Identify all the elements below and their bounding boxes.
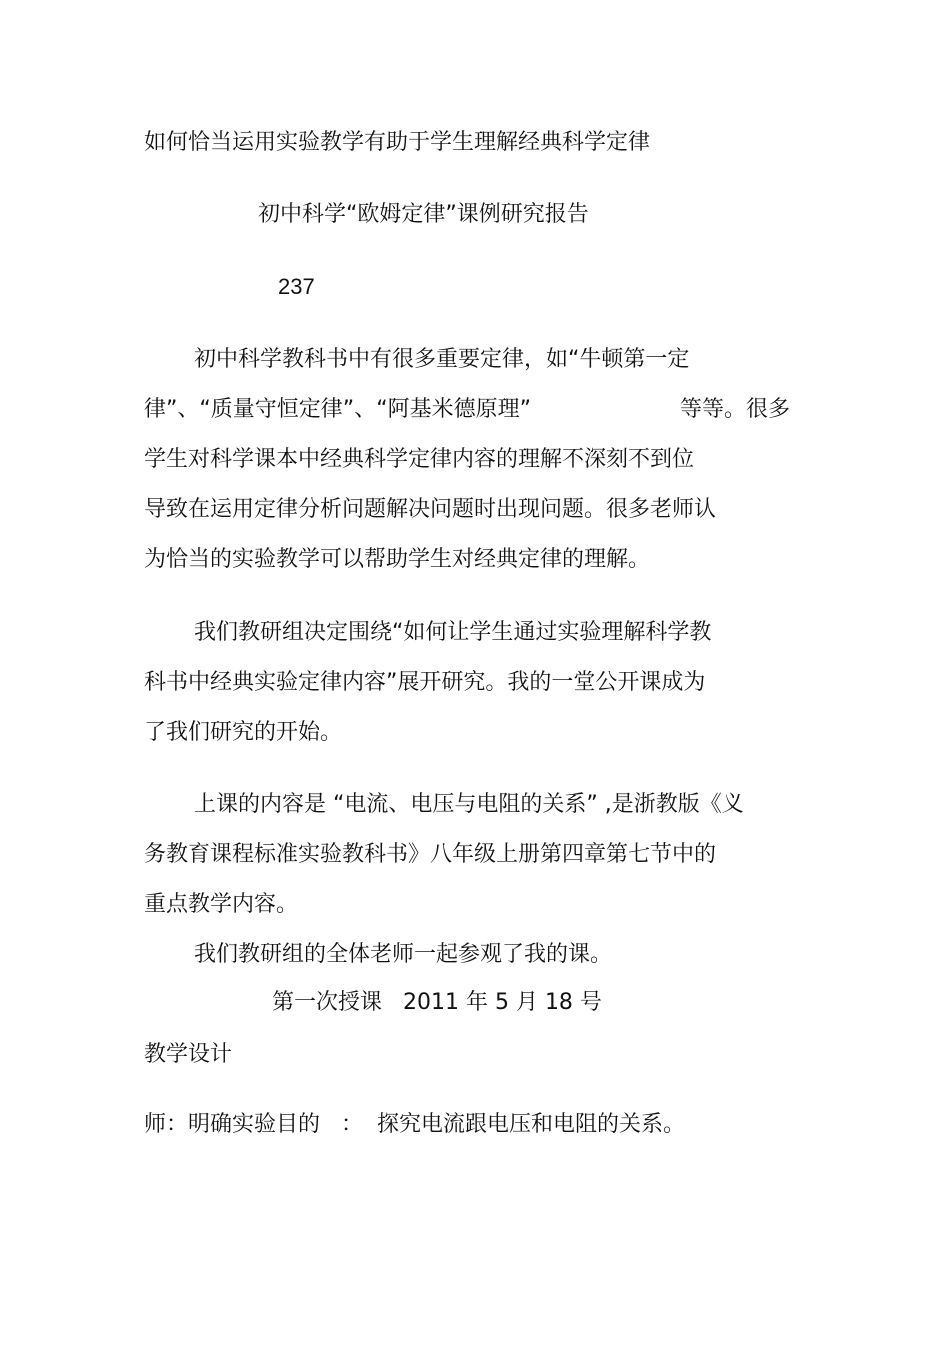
paragraph-2-line-2: 科书中经典实验定律内容”展开研究。我的一堂公开课成为 bbox=[144, 670, 706, 695]
paragraph-3-line-3: 重点教学内容。 bbox=[144, 892, 299, 917]
paragraph-1-line-1: 初中科学教科书中有很多重要定律，如“牛顿第一定 bbox=[194, 347, 690, 372]
paragraph-1-line-2-tail: 等等。很多 bbox=[680, 397, 791, 422]
teacher-line: 师：明确实验目的 ： 探究电流跟电压和电阻的关系。 bbox=[144, 1112, 685, 1137]
paragraph-1-line-4: 导致在运用定律分析问题解决问题时出现问题。很多老师认 bbox=[144, 497, 717, 522]
paragraph-2-line-1: 我们教研组决定围绕“如何让学生通过实验理解科学教 bbox=[194, 620, 712, 645]
paragraph-1-line-5: 为恰当的实验教学可以帮助学生对经典定律的理解。 bbox=[144, 547, 651, 572]
paragraph-2-line-3: 了我们研究的开始。 bbox=[144, 720, 343, 745]
paragraph-3-line-1: 上课的内容是 “电流、电压与电阻的关系” ,是浙教版《义 bbox=[194, 792, 744, 817]
document-subtitle: 初中科学“欧姆定律”课例研究报告 bbox=[258, 202, 589, 227]
lesson-heading: 第一次授课 2011 年 5 月 18 号 bbox=[272, 990, 602, 1015]
paragraph-1-line-2: 律”、“质量守恒定律”、“阿基米德原理” bbox=[144, 397, 531, 422]
document-number: 237 bbox=[278, 274, 315, 299]
document-title: 如何恰当运用实验教学有助于学生理解经典科学定律 bbox=[144, 130, 651, 155]
paragraph-3-line-2: 务教育课程标准实验教科书》八年级上册第四章第七节中的 bbox=[144, 842, 717, 867]
section-heading: 教学设计 bbox=[144, 1042, 233, 1067]
paragraph-4: 我们教研组的全体老师一起参观了我的课。 bbox=[194, 942, 613, 967]
paragraph-1-line-3: 学生对科学课本中经典科学定律内容的理解不深刻不到位 bbox=[144, 447, 695, 472]
